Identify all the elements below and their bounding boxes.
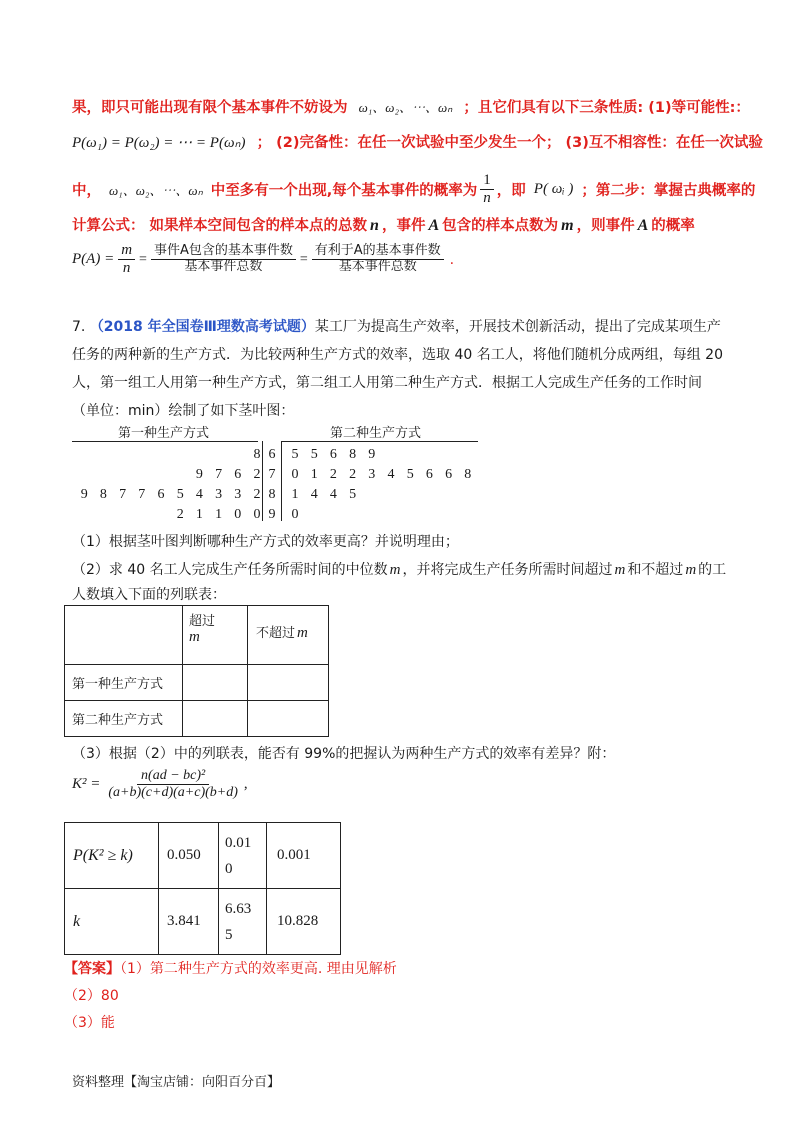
var-m: m bbox=[297, 625, 308, 641]
text: 某工厂为提高生产效率，开展技术创新活动，提出了完成某项生产 bbox=[314, 319, 721, 335]
question-2-line-2: 人数填入下面的列联表： bbox=[72, 587, 226, 603]
var-m: m bbox=[614, 562, 626, 578]
left-leaf: 9 bbox=[195, 467, 203, 482]
var-m: m bbox=[389, 562, 401, 578]
fraction-events bbox=[151, 244, 296, 275]
stem: 8 bbox=[268, 487, 276, 502]
row-label-method-1: 第一种生产方式 bbox=[65, 665, 183, 701]
left-leaf: 6 bbox=[234, 467, 242, 482]
right-leaf: 3 bbox=[368, 467, 376, 482]
period: . bbox=[449, 251, 455, 268]
right-leaf: 2 bbox=[349, 467, 357, 482]
denominator: (a+b)(c+d)(a+c)(b+d) bbox=[108, 785, 238, 801]
right-leaf: 5 bbox=[291, 447, 299, 462]
left-leaf: 7 bbox=[138, 487, 146, 502]
var-m: m bbox=[189, 629, 200, 645]
left-leaf: 8 bbox=[253, 447, 261, 462]
right-leaf: 8 bbox=[349, 447, 357, 462]
footer: 资料整理【淘宝店铺：向阳百分百】 bbox=[72, 1075, 281, 1090]
right-leaf: 1 bbox=[291, 487, 299, 502]
problem-line-4: （单位：min）绘制了如下茎叶图： bbox=[72, 403, 295, 419]
text: ，事件 bbox=[381, 218, 426, 234]
intro-line-3 bbox=[72, 172, 755, 208]
critical-value-table bbox=[64, 822, 341, 955]
answer-line-3: （3）能 bbox=[64, 1015, 115, 1031]
header-line-right bbox=[282, 441, 478, 442]
formula-lhs: P(A) = bbox=[72, 251, 115, 268]
value-0050: 0.050 bbox=[159, 823, 219, 889]
right-leaf: 0 bbox=[291, 467, 299, 482]
fraction-1-over-n bbox=[480, 172, 494, 208]
var-m: m bbox=[561, 217, 574, 234]
value-3841: 3.841 bbox=[159, 889, 219, 955]
problem-source: （2018 年全国卷Ⅲ理数高考试题） bbox=[89, 319, 315, 335]
left-leaf: 4 bbox=[195, 487, 203, 502]
p-omega-i: P( ωᵢ ) bbox=[533, 181, 574, 198]
problem-line-3: 人，第一组工人用第一种生产方式，第二组工人用第二种生产方式．根据工人完成生产任务的工作时间 bbox=[72, 375, 702, 391]
left-leaf: 2 bbox=[253, 467, 261, 482]
right-leaf: 2 bbox=[329, 467, 337, 482]
value-6635: 6.63 5 bbox=[219, 889, 267, 955]
left-leaf: 1 bbox=[195, 507, 203, 522]
text: 不超过 bbox=[256, 626, 296, 641]
header-line-left bbox=[72, 441, 258, 442]
formula-lhs: K² = bbox=[72, 776, 101, 793]
contingency-table bbox=[64, 605, 329, 737]
stem: 9 bbox=[268, 507, 276, 522]
left-leaf: 5 bbox=[176, 487, 184, 502]
numerator: m bbox=[118, 242, 135, 260]
stem: 7 bbox=[268, 467, 276, 482]
left-leaf: 2 bbox=[253, 487, 261, 502]
left-leaf: 2 bbox=[176, 507, 184, 522]
comma: , bbox=[243, 776, 248, 793]
right-leaf: 5 bbox=[310, 447, 318, 462]
var-a: A bbox=[428, 217, 440, 234]
right-leaf: 6 bbox=[425, 467, 433, 482]
answer-tag: 【答案】 bbox=[64, 961, 120, 977]
left-leaf: 7 bbox=[215, 467, 223, 482]
question-1: （1）根据茎叶图判断哪种生产方式的效率更高？并说明理由； bbox=[72, 534, 459, 550]
cell-empty bbox=[183, 665, 248, 701]
right-leaf: 6 bbox=[445, 467, 453, 482]
text: 的概率 bbox=[651, 218, 695, 234]
right-header: 第二种生产方式 bbox=[330, 425, 422, 440]
fraction-favorable bbox=[312, 244, 444, 275]
k-squared-formula bbox=[72, 768, 248, 801]
problem-line-1 bbox=[72, 316, 721, 336]
problem-number: 7. bbox=[72, 319, 86, 335]
answer-line-2: （2）80 bbox=[64, 988, 119, 1004]
row-label-k: k bbox=[65, 889, 159, 955]
row-label-probability: P(K² ≥ k) bbox=[65, 823, 159, 889]
denominator: 基本事件总数 bbox=[184, 259, 263, 275]
fraction-m-over-n bbox=[118, 242, 135, 278]
row-label-method-2: 第二种生产方式 bbox=[65, 701, 183, 737]
right-leaf: 9 bbox=[368, 447, 376, 462]
text: ； (2)完备性：在任一次试验中至少发生一个； (3)互不相容性：在任一次试验 bbox=[256, 135, 763, 151]
right-leaf: 4 bbox=[310, 487, 318, 502]
left-leaf: 0 bbox=[253, 507, 261, 522]
text: ，则事件 bbox=[576, 218, 635, 234]
cell-empty bbox=[248, 665, 329, 701]
left-header: 第一种生产方式 bbox=[118, 425, 210, 440]
text: 果，即只可能出现有限个基本事件不妨设为 bbox=[72, 100, 348, 116]
text: ，即 bbox=[496, 183, 526, 200]
answer-line-1 bbox=[64, 958, 397, 978]
var-a: A bbox=[637, 217, 649, 234]
left-leaf: 0 bbox=[234, 507, 242, 522]
text: 和不超过 bbox=[627, 562, 684, 578]
text: ，并将完成生产任务所需时间超过 bbox=[402, 562, 613, 578]
text: 包含的样本点数为 bbox=[442, 218, 559, 234]
left-leaf: 1 bbox=[215, 507, 223, 522]
intro-line-1 bbox=[72, 96, 750, 117]
problem-line-2: 任务的两种新的生产方式．为比较两种生产方式的效率，选取 40 名工人，将他们随机分成两组，每组 20 bbox=[72, 347, 723, 363]
right-leaf: 1 bbox=[310, 467, 318, 482]
cell-empty bbox=[248, 701, 329, 737]
cell-empty bbox=[183, 701, 248, 737]
right-leaf: 5 bbox=[349, 487, 357, 502]
text: 超过 bbox=[189, 614, 216, 629]
denominator: n bbox=[483, 190, 491, 207]
omega-list: ω₁、ω₂、⋯、ωₙ bbox=[358, 100, 453, 115]
text: 的工 bbox=[698, 562, 727, 578]
var-m: m bbox=[685, 562, 697, 578]
text: 中至多有一个出现,每个基本事件的概率为 bbox=[210, 183, 478, 200]
intro-line-2 bbox=[72, 131, 763, 152]
right-leaf: 0 bbox=[291, 507, 299, 522]
numerator: 1 bbox=[480, 172, 494, 190]
corner-cell bbox=[65, 606, 183, 665]
question-3: （3）根据（2）中的列联表，能否有 99%的把握认为两种生产方式的效率有差异？附： bbox=[72, 746, 616, 762]
header-exceed-m bbox=[183, 606, 248, 665]
var-n: n bbox=[370, 217, 379, 234]
value-0010: 0.01 0 bbox=[219, 823, 267, 889]
left-leaf: 3 bbox=[234, 487, 242, 502]
left-leaf: 9 bbox=[80, 487, 88, 502]
right-leaf: 5 bbox=[406, 467, 414, 482]
text: ；第二步：掌握古典概率的 bbox=[581, 183, 756, 200]
probability-formula bbox=[72, 242, 454, 278]
equals-sign: = bbox=[299, 251, 308, 267]
denominator: n bbox=[122, 260, 131, 277]
equals-sign: = bbox=[139, 251, 147, 267]
value-0001: 0.001 bbox=[267, 823, 341, 889]
left-leaf: 6 bbox=[157, 487, 165, 502]
right-leaf: 8 bbox=[464, 467, 472, 482]
equal-probability-formula: P(ω₁) = P(ω₂) = ⋯ = P(ωₙ) bbox=[72, 135, 246, 151]
right-leaf: 6 bbox=[329, 447, 337, 462]
header-not-exceed-m bbox=[248, 606, 329, 665]
stem-divider-right bbox=[281, 441, 282, 521]
numerator: n(ad − bc)² bbox=[137, 768, 209, 785]
omega-list: ω₁、ω₂、⋯、ωₙ bbox=[109, 183, 203, 199]
denominator: 基本事件总数 bbox=[338, 259, 417, 275]
text: ；且它们具有以下三条性质: (1)等可能性:： bbox=[463, 100, 750, 116]
question-2-line-1 bbox=[72, 559, 726, 579]
right-leaf: 4 bbox=[387, 467, 395, 482]
text: 中， bbox=[72, 183, 101, 200]
text: 计算公式： 如果样本空间包含的样本点的总数 bbox=[72, 218, 368, 234]
left-leaf: 8 bbox=[99, 487, 107, 502]
numerator: 有利于A的基本事件数 bbox=[312, 244, 444, 260]
left-leaf: 7 bbox=[119, 487, 127, 502]
intro-line-4 bbox=[72, 214, 695, 235]
answer-1: （1）第二种生产方式的效率更高. 理由见解析 bbox=[120, 961, 397, 977]
k-squared-fraction bbox=[104, 768, 242, 801]
right-leaf: 4 bbox=[329, 487, 337, 502]
numerator: 事件A包含的基本事件数 bbox=[151, 244, 296, 260]
stem: 6 bbox=[268, 447, 276, 462]
value-10828: 10.828 bbox=[267, 889, 341, 955]
left-leaf: 3 bbox=[215, 487, 223, 502]
text: （2）求 40 名工人完成生产任务所需时间的中位数 bbox=[72, 562, 388, 578]
